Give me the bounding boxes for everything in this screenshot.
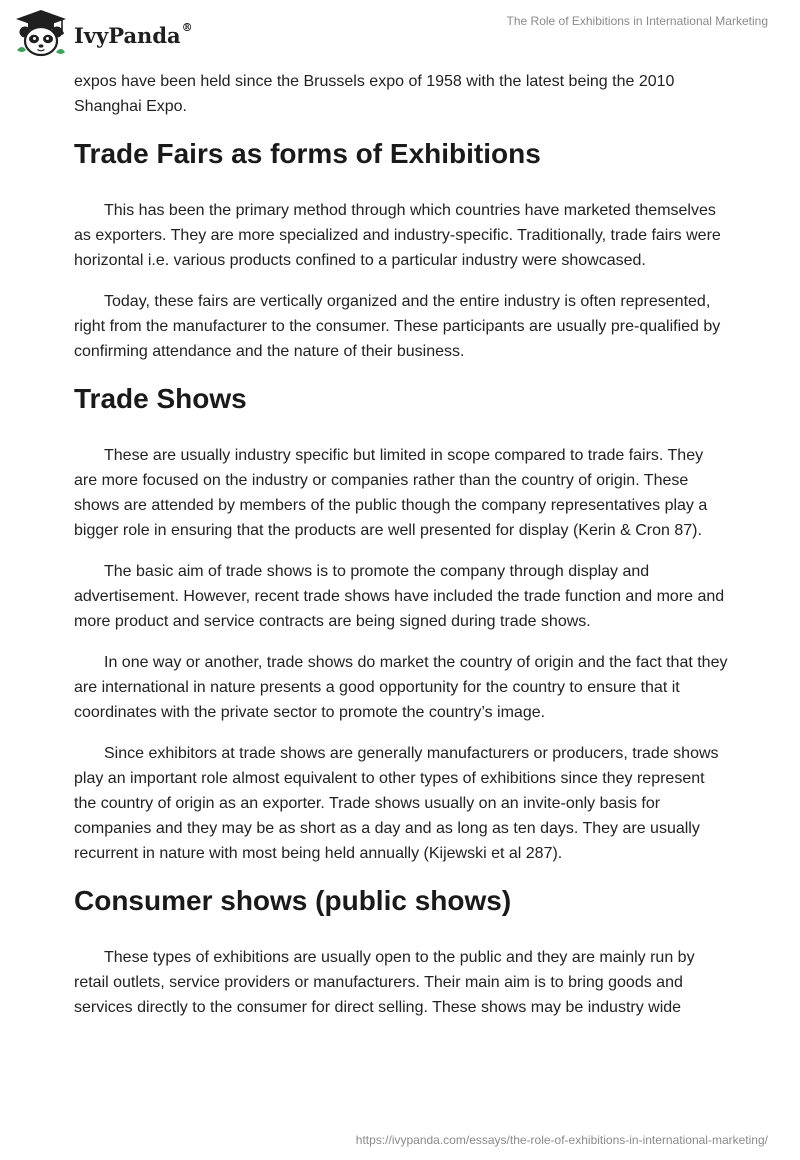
ivypanda-logo[interactable] bbox=[14, 8, 193, 58]
document-title: The Role of Exhibitions in International Marketing bbox=[506, 14, 768, 28]
panda-graduate-icon bbox=[14, 8, 68, 58]
paragraph: Since exhibitors at trade shows are generally manufacturers or producers, trade shows play an important role almost equivalent to other types of exhibitions since they represent the country of origin as an exporter. Trade shows usually on an invite-only basis for companies and they may be as short as a day and as long as ten days. They are usually recurrent in nature with most being held annually (Kijewski et al 287). bbox=[74, 745, 719, 862]
essay-body bbox=[74, 69, 730, 1020]
paragraph: The basic aim of trade shows is to promote the company through display and advertisement. However, recent trade shows have included the trade function and more and more product and service contracts are being signed during trade shows. bbox=[74, 563, 725, 630]
paragraph: These are usually industry specific but limited in scope compared to trade fairs. They are more focused on the industry or companies rather than the country of origin. These shows are attended by members of the public though the company representatives play a bigger role in ensuring that the products are well presented for display (Kerin & Cron 87). bbox=[74, 447, 708, 539]
intro-paragraph: expos have been held since the Brussels expo of 1958 with the latest being the 2010 Shanghai Expo. bbox=[74, 73, 675, 115]
section-heading-consumer-shows: Consumer shows (public shows) bbox=[74, 885, 512, 916]
paragraph: These types of exhibitions are usually open to the public and they are mainly run by retail outlets, service providers or manufacturers. Their main aim is to bring goods and services directly to the consumer for direct selling. These shows may be industry wide bbox=[74, 949, 695, 1016]
logo-wordmark: IvyPanda® bbox=[74, 20, 193, 48]
page-header bbox=[0, 0, 800, 64]
paragraph: In one way or another, trade shows do market the country of origin and the fact that they are international in nature presents a good opportunity for the country to ensure that it coordinates with the private sector to promote the country’s image. bbox=[74, 654, 728, 721]
source-url[interactable]: https://ivypanda.com/essays/the-role-of-exhibitions-in-international-marketing/ bbox=[355, 1133, 768, 1147]
section-heading-trade-fairs: Trade Fairs as forms of Exhibitions bbox=[74, 138, 541, 169]
section-heading-trade-shows: Trade Shows bbox=[74, 383, 247, 414]
paragraph: This has been the primary method through which countries have marketed themselves as exporters. They are more specialized and industry-specific. Traditionally, trade fairs were horizontal i.e. various products confined to a particular industry were showcased. bbox=[74, 202, 721, 269]
paragraph: Today, these fairs are vertically organized and the entire industry is often represented, right from the manufacturer to the consumer. These participants are usually pre-qualified by confirming attendance and the nature of their business. bbox=[74, 293, 721, 360]
